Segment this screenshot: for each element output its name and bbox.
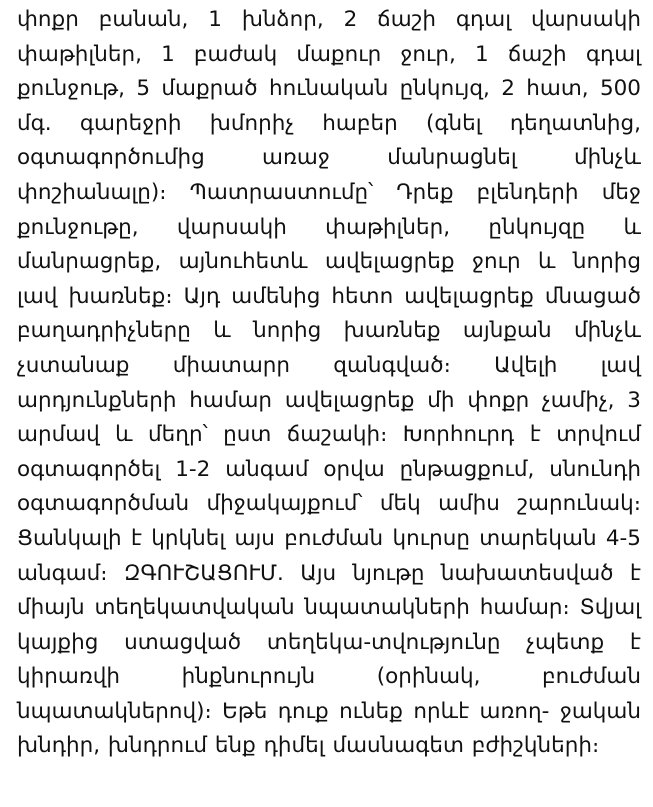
body-paragraph: փոքր բանան, 1 խնձոր, 2 ճաշի գդալ վարսակի փաթիլներ, 1 բաժակ մաքուր ջուր, 1 ճաշի գդալ քունջութ, 5 մաքրած հունական ընկույզ, 2 հատ, 500 մգ. գարեջրի խմորիչ հաբեր (գնել դեղատնից, օգտագործումից առաջ մանրացնել մինչև փոշիանալը)։ Պատրաստումը՝ Դրեք բլենդերի մեջ քունջութը, վարսակի փաթիլներ, ընկույզը և մանրացրեք, այնուհետև ավելացրեք ջուր և նորից լավ խառնեք։ Այդ ամենից հետո ավելացրեք մնացած բաղադրիչները և նորից խառնեք այնքան մինչև չստանաք միատարր զանգված։ Ավելի լավ արդյունքների համար ավելացրեք մի փոքր չամիչ, 3 արմավ և մեղր՝ ըստ ճաշակի։ Խորհուրդ է տրվում օգտագործել 1-2 անգամ օրվա ընթացքում, սնունդի օգտագործման միջակայքում՝ մեկ ամիս շարունակ։ Ցանկալի է կրկնել այս բուժման կուրսը տարեկան 4-5 անգամ։ ԶԳՈՒՇԱՑՈՒՄ. Այս նյութը նախատեսված է միայն տեղեկատվական նպատակների համար։ Տվյալ կայքից ստացված տեղեկա-տվությունը չպետք է կիրառվի ինքնուրույն (օրինակ, բուժման նպատակներով)։ Եթե դուք ունեք որևէ առող- ջական խնդիր, խնդրում ենք դիմել մասնագետ բժիշկների։	[17, 7, 641, 759]
